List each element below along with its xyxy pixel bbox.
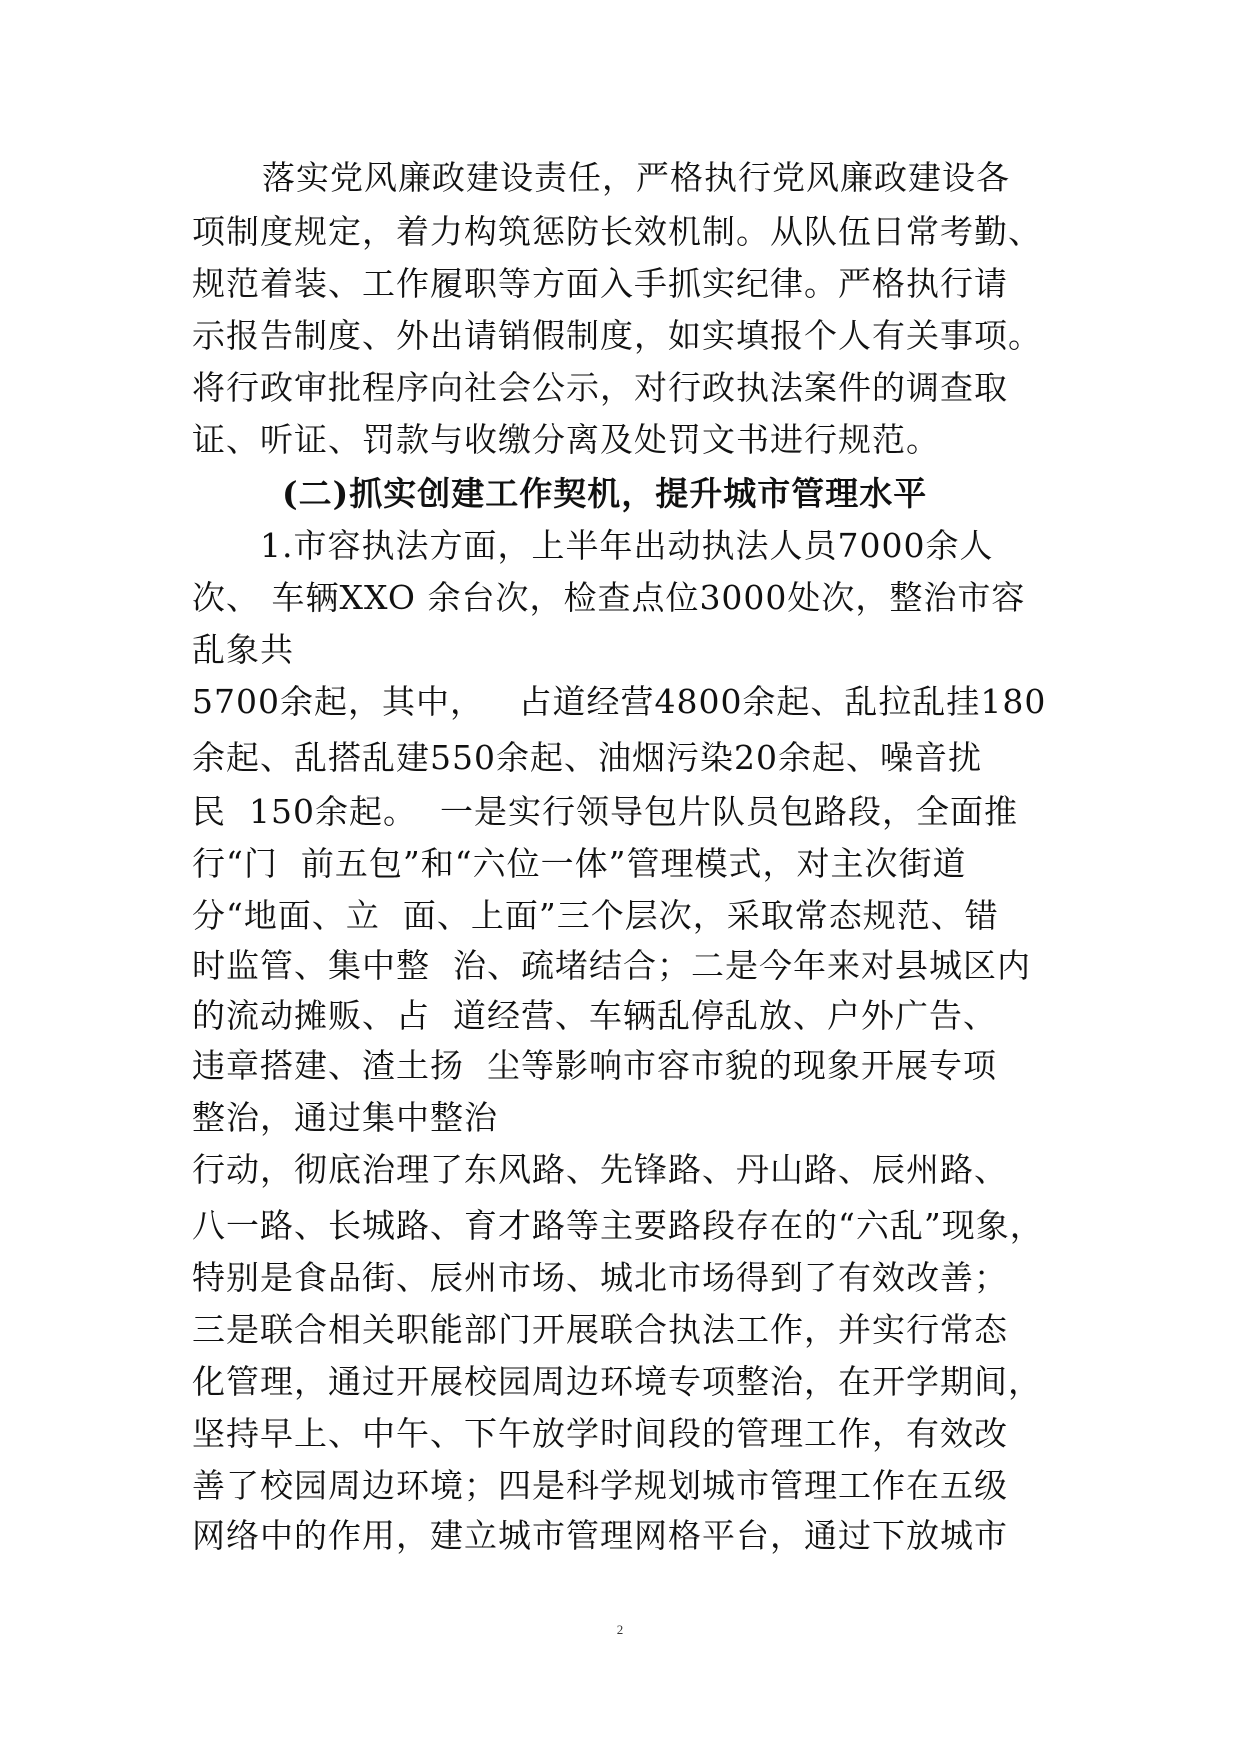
paragraph-2-line-5: 余起、乱搭乱建550余起、油烟污染20余起、噪音扰 (192, 738, 982, 777)
paragraph-1-line-1: 落实党风廉政建设责任，严格执行党风廉政建设各 (262, 158, 1010, 197)
paragraph-2-line-20: 网络中的作用，建立城市管理网格平台，通过下放城市 (192, 1516, 1008, 1555)
paragraph-2-line-13: 行动，彻底治理了东风路、先锋路、丹山路、辰州路、 (192, 1150, 1008, 1189)
paragraph-2-line-4: 5700余起，其中， 占道经营4800余起、乱拉乱挂180 (192, 682, 1047, 721)
page-number: 2 (616, 1622, 624, 1637)
paragraph-2-line-15: 特别是食品街、辰州市场、城北市场得到了有效改善； (192, 1258, 1008, 1297)
paragraph-2-line-12: 整治，通过集中整治 (192, 1098, 498, 1137)
paragraph-2-line-6: 民 150余起。 一是实行领导包片队员包路段，全面推 (192, 792, 1018, 831)
paragraph-2-line-3: 乱象共 (192, 630, 294, 669)
paragraph-1-line-4: 示报告制度、外出请销假制度，如实填报个人有关事项。 (192, 316, 1042, 355)
paragraph-2-line-2: 次、 车辆XXO 余台次，检查点位3000处次，整治市容 (192, 578, 1026, 617)
paragraph-2-line-7: 行“门 前五包”和“六位一体”管理模式，对主次街道 (192, 844, 967, 883)
paragraph-2-line-16: 三是联合相关职能部门开展联合执法工作，并实行常态 (192, 1310, 1008, 1349)
paragraph-2-line-1: 1.市容执法方面，上半年出动执法人员7000余人 (260, 526, 994, 565)
paragraph-2-line-8: 分“地面、立 面、上面”三个层次，采取常态规范、错 (192, 896, 999, 935)
paragraph-1-line-3: 规范着装、工作履职等方面入手抓实纪律。严格执行请 (192, 264, 1008, 303)
paragraph-1-line-6: 证、听证、罚款与收缴分离及处罚文书进行规范。 (192, 420, 940, 459)
paragraph-2-line-19: 善了校园周边环境；四是科学规划城市管理工作在五级 (192, 1466, 1008, 1505)
paragraph-2-line-10: 的流动摊贩、占 道经营、车辆乱停乱放、户外广告、 (192, 996, 997, 1035)
paragraph-2-line-17: 化管理，通过开展校园周边环境专项整治，在开学期间， (192, 1362, 1042, 1401)
paragraph-1-line-5: 将行政审批程序向社会公示，对行政执法案件的调查取 (192, 368, 1008, 407)
paragraph-2-line-18: 坚持早上、中午、下午放学时间段的管理工作，有效改 (192, 1414, 1008, 1453)
paragraph-2-line-14: 八一路、长城路、育才路等主要路段存在的“六乱”现象， (192, 1206, 1044, 1245)
paragraph-1-line-2: 项制度规定，着力构筑惩防长效机制。从队伍日常考勤、 (192, 212, 1042, 251)
paragraph-2-line-11: 违章搭建、渣土扬 尘等影响市容市貌的现象开展专项 (192, 1046, 997, 1085)
paragraph-2-line-9: 时监管、集中整 治、疏堵结合；二是今年来对县城区内 (192, 946, 1031, 985)
section-heading: (二)抓实创建工作契机，提升城市管理水平 (282, 474, 928, 513)
